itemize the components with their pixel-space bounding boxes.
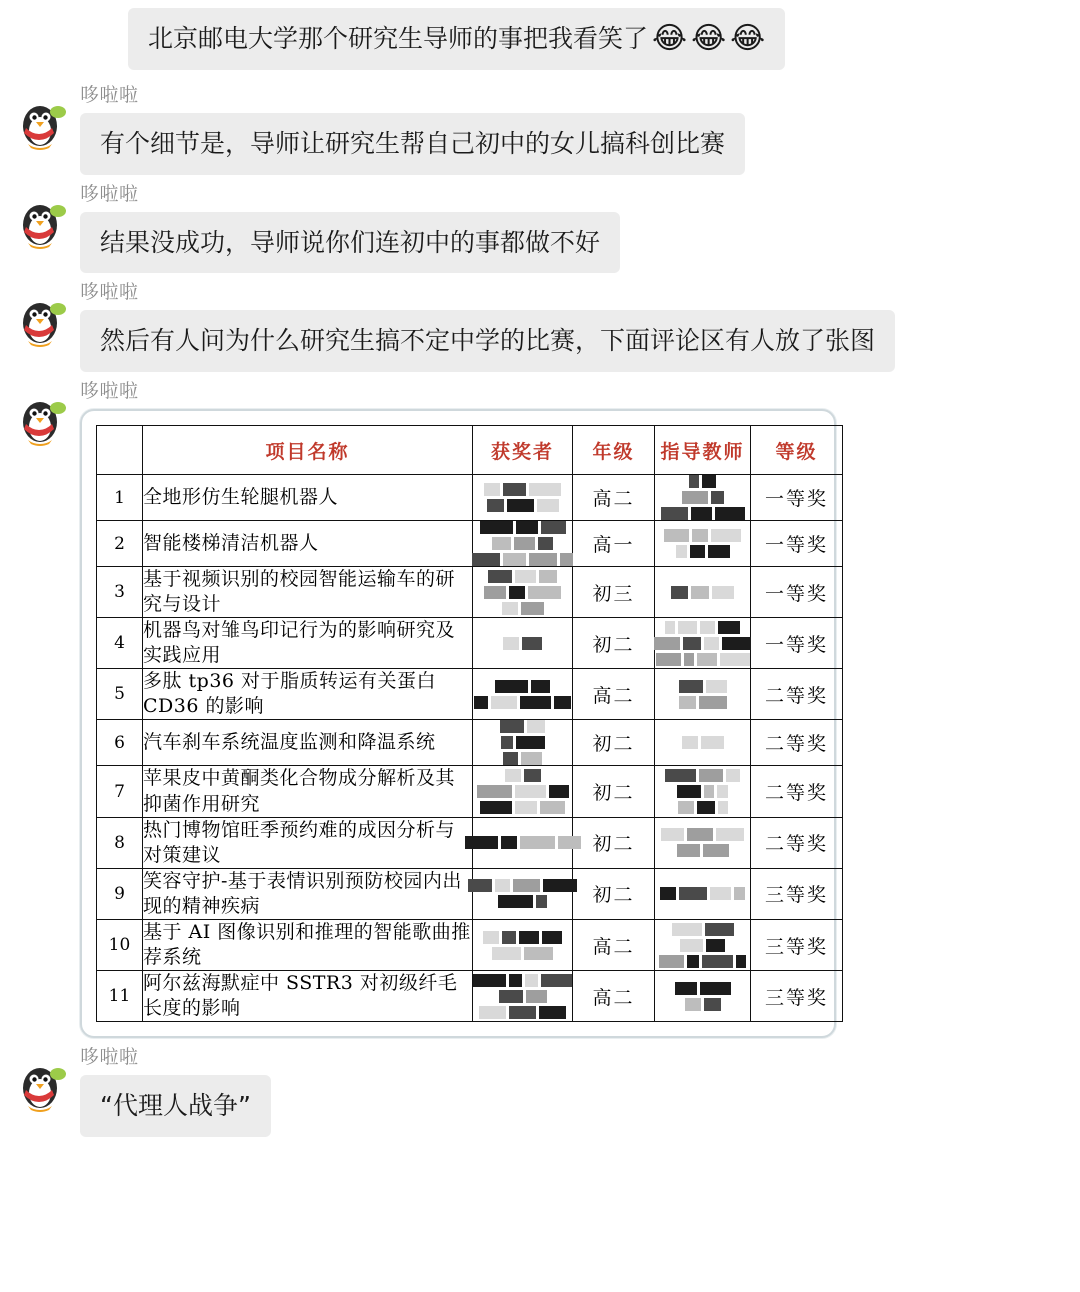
message-body: [80, 179, 620, 274]
chat-message: [0, 80, 1080, 175]
message-body: [80, 80, 745, 175]
cell-teacher-redacted: [655, 817, 751, 868]
chat-image-message: [0, 376, 1080, 1038]
cell-project-name: 基于视频识别的校园智能运输车的研究与设计: [143, 567, 473, 618]
cell-winner-redacted: [473, 521, 573, 567]
redacted-text: [655, 680, 750, 709]
cell-grade: 高二: [573, 919, 655, 970]
laughing-emoji: 😂: [691, 20, 727, 56]
message-bubble[interactable]: 结果没成功，导师说你们连初中的事都做不好: [80, 212, 620, 274]
message-bubble[interactable]: 然后有人问为什么研究生搞不定中学的比赛，下面评论区有人放了张图: [80, 310, 895, 372]
cell-project-name: 全地形仿生轮腿机器人: [143, 475, 473, 521]
chat-message: [0, 179, 1080, 274]
cell-grade: 高一: [573, 521, 655, 567]
table-row: [97, 521, 843, 567]
redacted-text: [655, 621, 750, 666]
column-header-project: 项目名称: [143, 426, 473, 475]
column-header-index: [97, 426, 143, 475]
cell-project-name: 多肽 tp36 对于脂质转运有关蛋白 CD36 的影响: [143, 669, 473, 720]
cell-award-level: 二等奖: [751, 817, 843, 868]
redacted-text: [473, 769, 572, 814]
chat-message: [0, 1042, 1080, 1137]
cell-winner-redacted: [473, 720, 573, 766]
avatar[interactable]: [14, 98, 66, 150]
cell-teacher-redacted: [655, 618, 751, 669]
spacer: [0, 1141, 1080, 1159]
table-row: [97, 567, 843, 618]
cell-award-level: 三等奖: [751, 971, 843, 1022]
avatar[interactable]: [14, 197, 66, 249]
sender-nickname: 哆啦啦: [80, 83, 139, 106]
cell-award-level: 二等奖: [751, 720, 843, 766]
cell-project-name: 笑容守护-基于表情识别预防校园内出现的精神疾病: [143, 868, 473, 919]
cell-project-name: 苹果皮中黄酮类化合物成分解析及其抑菌作用研究: [143, 766, 473, 817]
table-row: [97, 971, 843, 1022]
cell-grade: 初二: [573, 618, 655, 669]
message-bubble[interactable]: [128, 8, 785, 70]
table-row: [97, 475, 843, 521]
cell-teacher-redacted: [655, 720, 751, 766]
cell-teacher-redacted: [655, 521, 751, 567]
chat-message: [0, 277, 1080, 372]
cell-project-name: 基于 AI 图像识别和推理的智能歌曲推荐系统: [143, 919, 473, 970]
cell-winner-redacted: [473, 669, 573, 720]
cell-index: 9: [97, 868, 143, 919]
redacted-text: [473, 931, 572, 960]
redacted-text: [473, 974, 572, 1019]
table-header-row: [97, 426, 843, 475]
cell-award-level: 一等奖: [751, 521, 843, 567]
chat-message: [0, 0, 1080, 70]
redacted-text: [655, 529, 750, 558]
cell-index: 2: [97, 521, 143, 567]
cell-project-name: 热门博物馆旺季预约难的成因分析与对策建议: [143, 817, 473, 868]
cell-teacher-redacted: [655, 971, 751, 1022]
cell-award-level: 三等奖: [751, 919, 843, 970]
sender-nickname: 哆啦啦: [80, 1046, 139, 1069]
avatar[interactable]: [14, 1060, 66, 1112]
redacted-text: [473, 720, 572, 765]
cell-winner-redacted: [473, 766, 573, 817]
cell-project-name: 机器鸟对雏鸟印记行为的影响研究及实践应用: [143, 618, 473, 669]
award-table-image[interactable]: [80, 409, 836, 1038]
message-body: [80, 277, 895, 372]
cell-award-level: 二等奖: [751, 669, 843, 720]
redacted-text: [655, 769, 750, 814]
cell-award-level: 一等奖: [751, 567, 843, 618]
cell-award-level: 三等奖: [751, 868, 843, 919]
redacted-text: [655, 828, 750, 857]
table-row: [97, 919, 843, 970]
column-header-teacher: 指导教师: [655, 426, 751, 475]
column-header-winner: 获奖者: [473, 426, 573, 475]
cell-index: 5: [97, 669, 143, 720]
cell-teacher-redacted: [655, 669, 751, 720]
cell-index: 1: [97, 475, 143, 521]
cell-grade: 初二: [573, 720, 655, 766]
redacted-text: [473, 680, 572, 709]
cell-award-level: 一等奖: [751, 475, 843, 521]
cell-award-level: 一等奖: [751, 618, 843, 669]
avatar[interactable]: [14, 394, 66, 446]
column-header-level: 等级: [751, 426, 843, 475]
table-row: [97, 766, 843, 817]
cell-grade: 初二: [573, 868, 655, 919]
cell-project-name: 智能楼梯清洁机器人: [143, 521, 473, 567]
cell-index: 10: [97, 919, 143, 970]
redacted-text: [473, 836, 572, 849]
cell-grade: 高二: [573, 475, 655, 521]
cell-index: 3: [97, 567, 143, 618]
cell-index: 6: [97, 720, 143, 766]
cell-grade: 高二: [573, 971, 655, 1022]
redacted-text: [473, 521, 572, 566]
cell-winner-redacted: [473, 919, 573, 970]
cell-grade: 初二: [573, 766, 655, 817]
redacted-text: [473, 879, 572, 908]
laughing-emoji: 😂: [652, 20, 688, 56]
sender-nickname: 哆啦啦: [80, 380, 139, 402]
column-header-grade: 年级: [573, 426, 655, 475]
message-text: 北京邮电大学那个研究生导师的事把我看笑了: [148, 24, 649, 53]
message-body: [80, 1042, 271, 1137]
cell-index: 11: [97, 971, 143, 1022]
cell-index: 4: [97, 618, 143, 669]
cell-winner-redacted: [473, 817, 573, 868]
redacted-text: [655, 586, 750, 599]
table-row: [97, 669, 843, 720]
avatar[interactable]: [14, 295, 66, 347]
cell-index: 7: [97, 766, 143, 817]
cell-grade: 初二: [573, 817, 655, 868]
cell-teacher-redacted: [655, 766, 751, 817]
cell-teacher-redacted: [655, 868, 751, 919]
redacted-text: [655, 923, 750, 968]
redacted-text: [655, 475, 750, 520]
table-row: [97, 817, 843, 868]
table-row: [97, 868, 843, 919]
table-row: [97, 720, 843, 766]
sender-nickname: 哆啦啦: [80, 182, 139, 205]
redacted-text: [655, 736, 750, 749]
message-body: [80, 376, 836, 1038]
cell-grade: 初三: [573, 567, 655, 618]
cell-winner-redacted: [473, 475, 573, 521]
cell-teacher-redacted: [655, 919, 751, 970]
redacted-text: [473, 483, 572, 512]
cell-project-name: 汽车刹车系统温度监测和降温系统: [143, 720, 473, 766]
message-body: [128, 8, 785, 70]
cell-winner-redacted: [473, 618, 573, 669]
cell-award-level: 二等奖: [751, 766, 843, 817]
cell-project-name: 阿尔兹海默症中 SSTR3 对初级纤毛长度的影响: [143, 971, 473, 1022]
message-bubble[interactable]: 有个细节是，导师让研究生帮自己初中的女儿搞科创比赛: [80, 113, 745, 175]
award-table: [96, 425, 843, 1022]
cell-teacher-redacted: [655, 475, 751, 521]
cell-winner-redacted: [473, 971, 573, 1022]
cell-winner-redacted: [473, 567, 573, 618]
redacted-text: [655, 982, 750, 1011]
laughing-emoji: 😂: [730, 20, 766, 56]
message-bubble[interactable]: “代理人战争”: [80, 1075, 271, 1137]
redacted-text: [473, 570, 572, 615]
redacted-text: [473, 637, 572, 650]
table-row: [97, 618, 843, 669]
redacted-text: [655, 887, 750, 900]
cell-teacher-redacted: [655, 567, 751, 618]
cell-grade: 高二: [573, 669, 655, 720]
cell-winner-redacted: [473, 868, 573, 919]
sender-nickname: 哆啦啦: [80, 281, 139, 304]
cell-index: 8: [97, 817, 143, 868]
